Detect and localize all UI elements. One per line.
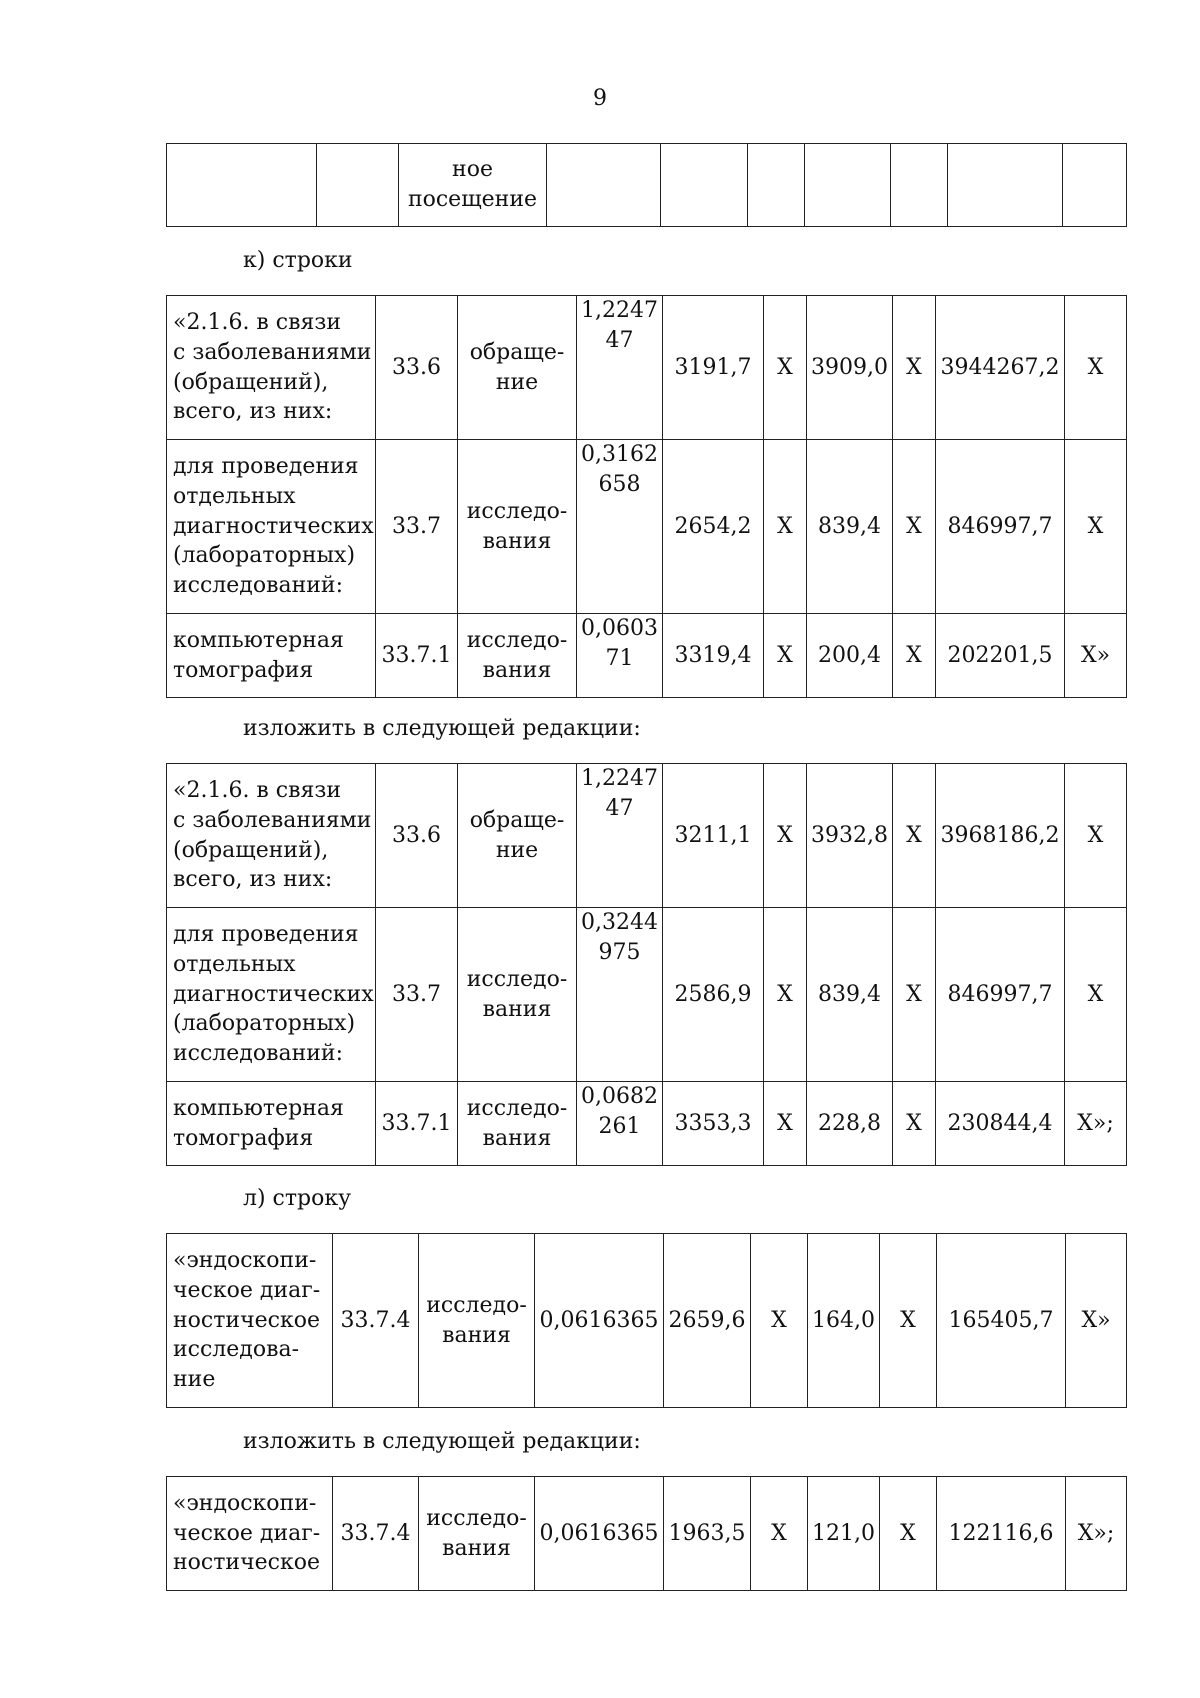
table-cell: [1063, 144, 1127, 227]
cost-cell: 3211,1: [663, 764, 764, 908]
x-cell: X: [893, 908, 936, 1082]
paragraph-edit-1: изложить в следующей редакции:: [243, 716, 641, 741]
cell-line: исследо-: [466, 498, 568, 524]
cell-line: исследо-: [426, 1292, 527, 1318]
unit-cell: [458, 764, 577, 908]
cell-line: 1,2247: [581, 766, 658, 791]
total-cell: 230844,4: [936, 1082, 1065, 1166]
cell-line: томография: [173, 657, 314, 683]
table-cell: [547, 144, 661, 227]
total-cell: 202201,5: [936, 614, 1065, 698]
name-cell: [167, 440, 376, 614]
norm-cell: [577, 764, 663, 908]
code-cell: 33.7: [376, 440, 458, 614]
x-cell: X: [751, 1234, 808, 1408]
table-cell: [317, 144, 399, 227]
cell-line: обраще-: [469, 339, 565, 365]
cell-line: вания: [482, 1125, 552, 1151]
sum-cell: 3932,8: [807, 764, 893, 908]
cell-line: томография: [173, 1125, 314, 1151]
name-cell: [167, 1234, 333, 1408]
norm-cell: [535, 1234, 664, 1408]
cell-line: «2.1.6. в связи: [173, 309, 342, 335]
table-k-old: [166, 295, 1127, 698]
cell-line: (обращений),: [173, 837, 329, 863]
cell-line: (лабораторных): [173, 1011, 356, 1037]
x-cell: X»;: [1065, 1082, 1127, 1166]
x-cell: X: [764, 764, 807, 908]
x-cell: X: [893, 440, 936, 614]
cell-line: вания: [482, 528, 552, 554]
cell-line: вания: [442, 1535, 511, 1561]
sum-cell: 121,0: [808, 1477, 880, 1591]
cell-line: диагностических: [173, 513, 374, 539]
cell-line: вания: [442, 1322, 511, 1348]
cell-line: ние: [173, 1367, 216, 1393]
norm-cell: [535, 1477, 664, 1591]
norm-cell: [577, 440, 663, 614]
cell-line: 47: [605, 795, 634, 821]
cell-line: для проведения: [173, 921, 359, 947]
total-cell: 846997,7: [936, 908, 1065, 1082]
cell-line: отдельных: [173, 483, 296, 509]
code-cell: 33.7.1: [376, 1082, 458, 1166]
cell-line: компьютерная: [173, 1095, 344, 1121]
table-l-old: [166, 1233, 1127, 1408]
cell-line: (обращений),: [173, 369, 329, 395]
x-cell: X: [1065, 296, 1127, 440]
unit-cell: [458, 440, 577, 614]
cell-line: отдельных: [173, 951, 296, 977]
norm-cell: [577, 614, 663, 698]
cell-line: вания: [482, 996, 552, 1022]
table-cell: [891, 144, 948, 227]
cell-line: ностическое: [173, 1550, 320, 1576]
cell-line: 71: [605, 645, 634, 671]
cell-line: «эндоскопи-: [173, 1490, 317, 1516]
unit-cell: [419, 1234, 535, 1408]
x-cell: X»: [1065, 614, 1127, 698]
total-cell: 165405,7: [937, 1234, 1066, 1408]
table-row: [167, 144, 1127, 227]
cell-line: 0,0682: [581, 1084, 658, 1109]
table-cell: [167, 144, 317, 227]
cell-line: 658: [598, 471, 641, 497]
cell-line: 47: [605, 327, 634, 353]
unit-cell: [458, 1082, 577, 1166]
name-cell: [167, 764, 376, 908]
cell-line: ностическое: [173, 1307, 320, 1333]
name-cell: [167, 296, 376, 440]
unit-cell: [399, 144, 547, 227]
cost-cell: 3353,3: [663, 1082, 764, 1166]
cell-line: ние: [495, 369, 539, 395]
x-cell: X: [893, 764, 936, 908]
table-row: [167, 764, 1127, 908]
x-cell: X: [1065, 440, 1127, 614]
cell-line: всего, из них:: [173, 867, 333, 893]
norm-cell: [577, 908, 663, 1082]
code-cell: 33.6: [376, 764, 458, 908]
cell-line: 0,0616365: [539, 1307, 659, 1333]
x-cell: X: [764, 296, 807, 440]
cell-line: ческое диаг-: [173, 1277, 321, 1303]
x-cell: X»;: [1066, 1477, 1127, 1591]
cell-line: исследо-: [466, 1095, 568, 1121]
x-cell: X: [880, 1234, 937, 1408]
x-cell: X»: [1066, 1234, 1127, 1408]
cell-line: вания: [482, 657, 552, 683]
cell-line: 975: [598, 939, 641, 965]
table-cell: [661, 144, 748, 227]
page-number: 9: [593, 86, 607, 111]
total-cell: 846997,7: [936, 440, 1065, 614]
x-cell: X: [764, 614, 807, 698]
cell-line: (лабораторных): [173, 543, 356, 569]
cost-cell: 3319,4: [663, 614, 764, 698]
code-cell: 33.7: [376, 908, 458, 1082]
cell-line: ное: [452, 157, 493, 183]
paragraph-k: к) строки: [243, 248, 353, 273]
cell-line: 0,0616365: [539, 1520, 659, 1546]
name-cell: [167, 1477, 333, 1591]
cell-line: ние: [495, 837, 539, 863]
cell-line: диагностических: [173, 981, 374, 1007]
sum-cell: 200,4: [807, 614, 893, 698]
unit-cell: [458, 614, 577, 698]
cell-line: 0,3244: [581, 910, 658, 935]
x-cell: X: [764, 1082, 807, 1166]
table-row: [167, 1477, 1127, 1591]
table-row: [167, 296, 1127, 440]
code-cell: 33.6: [376, 296, 458, 440]
unit-cell: [419, 1477, 535, 1591]
table-row: [167, 614, 1127, 698]
cell-line: 261: [598, 1113, 641, 1139]
total-cell: 3944267,2: [936, 296, 1065, 440]
cell-line: исследований:: [173, 1041, 343, 1067]
cost-cell: 3191,7: [663, 296, 764, 440]
x-cell: X: [764, 908, 807, 1082]
cost-cell: 2586,9: [663, 908, 764, 1082]
code-cell: 33.7.4: [333, 1477, 419, 1591]
cell-line: с заболеваниями: [173, 339, 372, 365]
cell-line: исследо-: [426, 1505, 527, 1531]
table-l-new: [166, 1476, 1127, 1591]
table-row: [167, 1082, 1127, 1166]
unit-cell: [458, 908, 577, 1082]
cost-cell: 2654,2: [663, 440, 764, 614]
name-cell: [167, 1082, 376, 1166]
paragraph-edit-2: изложить в следующей редакции:: [243, 1429, 641, 1454]
sum-cell: 164,0: [808, 1234, 880, 1408]
x-cell: X: [893, 1082, 936, 1166]
norm-cell: [577, 1082, 663, 1166]
x-cell: X: [751, 1477, 808, 1591]
code-cell: 33.7.1: [376, 614, 458, 698]
continuation-table: [166, 143, 1127, 227]
cell-line: всего, из них:: [173, 399, 333, 425]
norm-cell: [577, 296, 663, 440]
cell-line: исследо-: [466, 966, 568, 992]
cell-line: с заболеваниями: [173, 807, 372, 833]
table-row: [167, 908, 1127, 1082]
table-cell: [748, 144, 805, 227]
cell-line: 0,3162: [581, 442, 658, 467]
cell-line: компьютерная: [173, 627, 344, 653]
cell-line: обраще-: [469, 807, 565, 833]
cell-line: исследо-: [466, 627, 568, 653]
x-cell: X: [764, 440, 807, 614]
cell-line: «2.1.6. в связи: [173, 777, 342, 803]
sum-cell: 839,4: [807, 440, 893, 614]
unit-cell: [458, 296, 577, 440]
cost-cell: 2659,6: [664, 1234, 751, 1408]
x-cell: X: [880, 1477, 937, 1591]
cell-line: исследований:: [173, 573, 343, 599]
sum-cell: 228,8: [807, 1082, 893, 1166]
table-cell: [805, 144, 891, 227]
cell-line: исследова-: [173, 1337, 300, 1363]
cell-line: «эндоскопи-: [173, 1247, 317, 1273]
name-cell: [167, 908, 376, 1082]
x-cell: X: [893, 296, 936, 440]
name-cell: [167, 614, 376, 698]
table-row: [167, 1234, 1127, 1408]
x-cell: X: [893, 614, 936, 698]
cell-line: ческое диаг-: [173, 1520, 321, 1546]
sum-cell: 3909,0: [807, 296, 893, 440]
cost-cell: 1963,5: [664, 1477, 751, 1591]
table-k-new: [166, 763, 1127, 1166]
total-cell: 122116,6: [937, 1477, 1066, 1591]
table-cell: [948, 144, 1063, 227]
cell-line: 0,0603: [581, 616, 658, 641]
x-cell: X: [1065, 908, 1127, 1082]
x-cell: X: [1065, 764, 1127, 908]
cell-line: для проведения: [173, 453, 359, 479]
table-row: [167, 440, 1127, 614]
paragraph-l: л) строку: [243, 1186, 352, 1211]
code-cell: 33.7.4: [333, 1234, 419, 1408]
sum-cell: 839,4: [807, 908, 893, 1082]
cell-line: посещение: [407, 187, 538, 212]
cell-line: 1,2247: [581, 298, 658, 323]
total-cell: 3968186,2: [936, 764, 1065, 908]
